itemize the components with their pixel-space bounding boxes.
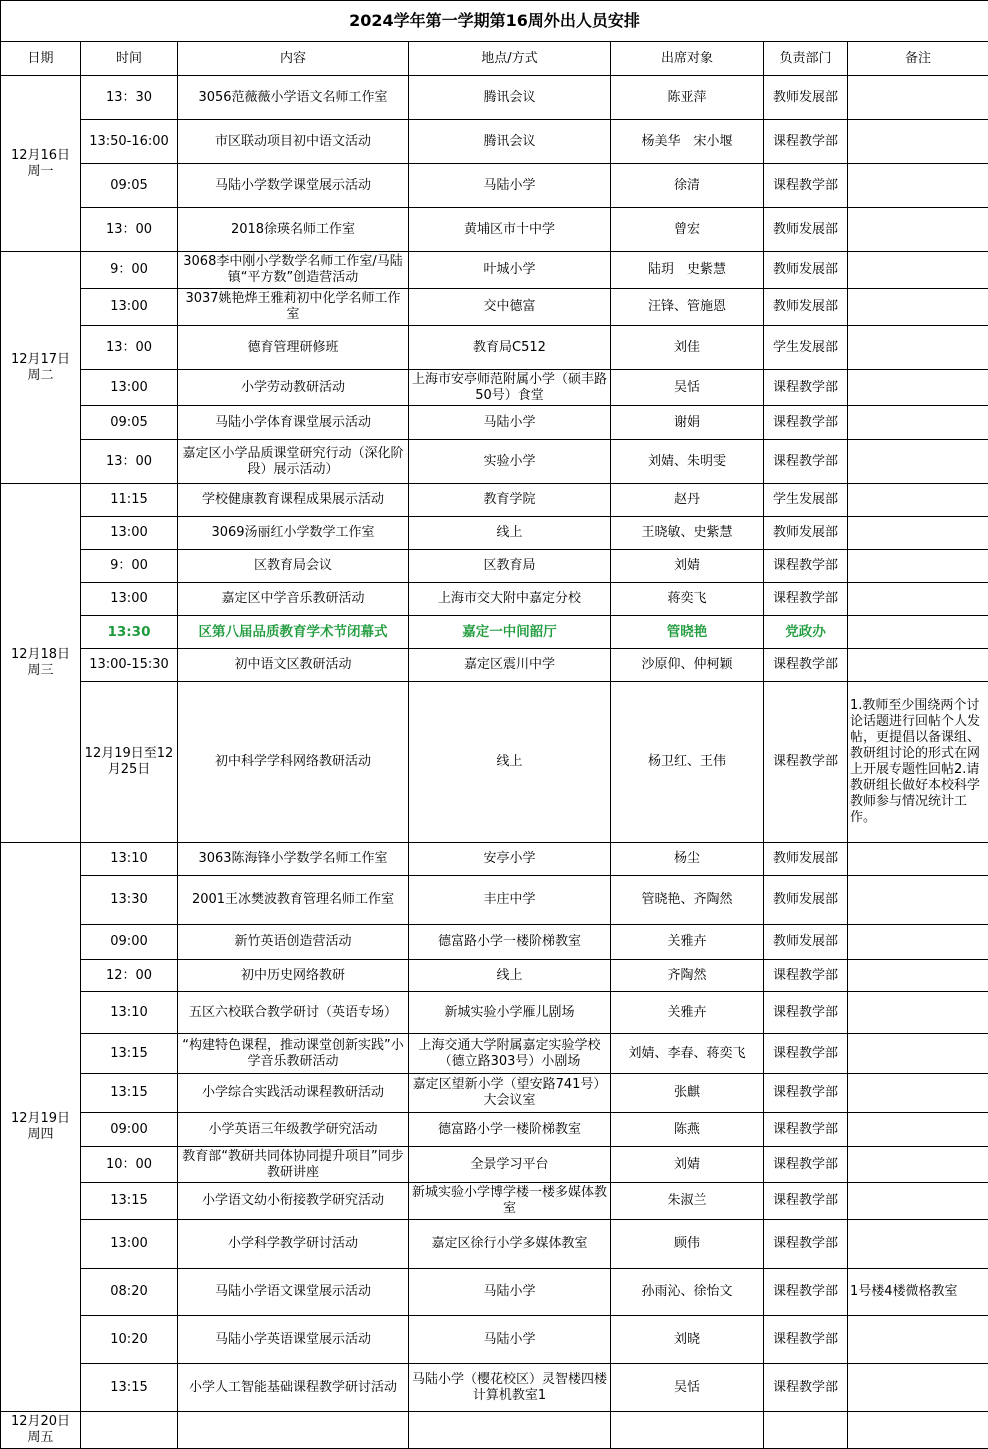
weekday-label: 周三 — [27, 663, 54, 678]
department-cell: 学生发展部 — [764, 326, 848, 370]
department-cell — [764, 1412, 848, 1449]
location-cell: 上海市交大附中嘉定分校 — [409, 583, 611, 616]
column-header: 时间 — [81, 42, 178, 76]
location-cell: 教育学院 — [409, 484, 611, 517]
note-cell — [848, 440, 988, 484]
date-label: 12月19日 — [10, 1111, 71, 1126]
location-cell: 马陆小学 — [409, 164, 611, 208]
table-row — [1, 370, 988, 406]
time-cell: 09:05 — [81, 406, 178, 440]
table-row — [1, 120, 988, 164]
table-row — [1, 1269, 988, 1316]
table-row — [1, 1316, 988, 1364]
table-row — [1, 649, 988, 682]
attendees-cell: 王晓敏、史紫慧 — [611, 517, 764, 550]
department-cell: 课程教学部 — [764, 164, 848, 208]
time-cell: 09:00 — [81, 925, 178, 960]
note-cell — [848, 1220, 988, 1269]
column-header: 日期 — [1, 42, 81, 76]
attendees-cell: 杨尘 — [611, 843, 764, 876]
note-cell — [848, 370, 988, 406]
table-row — [1, 1220, 988, 1269]
table-row — [1, 208, 988, 252]
department-cell: 课程教学部 — [764, 120, 848, 164]
content-cell: 小学人工智能基础课程教学研讨活动 — [178, 1364, 409, 1412]
content-cell: 市区联动项目初中语文活动 — [178, 120, 409, 164]
time-cell: 13:10 — [81, 843, 178, 876]
note-cell — [848, 925, 988, 960]
time-cell: 9：00 — [81, 550, 178, 583]
attendees-cell: 刘婧、李春、蒋奕飞 — [611, 1034, 764, 1074]
content-cell: 教育部“教研共同体协同提升项目”同步教研讲座 — [178, 1147, 409, 1183]
time-cell: 13：00 — [81, 208, 178, 252]
time-cell: 09:05 — [81, 164, 178, 208]
header-row — [1, 42, 988, 76]
department-cell: 课程教学部 — [764, 1364, 848, 1412]
time-cell: 13:00 — [81, 583, 178, 616]
time-cell: 10:20 — [81, 1316, 178, 1364]
date-cell — [1, 1412, 81, 1449]
table-row — [1, 76, 988, 120]
attendees-cell: 关雅卉 — [611, 992, 764, 1034]
content-cell: 3063陈海锋小学数学名师工作室 — [178, 843, 409, 876]
date-label: 12月17日 — [10, 351, 71, 367]
table-row — [1, 682, 988, 843]
attendees-cell: 徐清 — [611, 164, 764, 208]
attendees-cell: 刘婧、朱明雯 — [611, 440, 764, 484]
time-cell: 13:00 — [81, 1220, 178, 1269]
time-cell: 13:00 — [81, 289, 178, 326]
weekday-label: 周四 — [27, 1127, 54, 1142]
page-title: 2024学年第一学期第16周外出人员安排 — [1, 1, 988, 42]
note-cell — [848, 1183, 988, 1220]
attendees-cell: 刘婧 — [611, 550, 764, 583]
time-cell — [81, 1412, 178, 1449]
location-cell: 新城实验小学雁儿剧场 — [409, 992, 611, 1034]
attendees-cell: 赵丹 — [611, 484, 764, 517]
time-cell: 12月19日至12月25日 — [81, 682, 178, 843]
attendees-cell: 齐陶然 — [611, 960, 764, 992]
content-cell: 马陆小学体育课堂展示活动 — [178, 406, 409, 440]
time-cell: 13：00 — [81, 326, 178, 370]
location-cell: 嘉定区徐行小学多媒体教室 — [409, 1220, 611, 1269]
time-cell: 9：00 — [81, 252, 178, 289]
date-cell — [1, 484, 81, 843]
department-cell: 教师发展部 — [764, 843, 848, 876]
note-cell — [848, 843, 988, 876]
content-cell: 小学语文幼小衔接教学研究活动 — [178, 1183, 409, 1220]
content-cell: 2001王冰樊波教育管理名师工作室 — [178, 876, 409, 925]
department-cell: 教师发展部 — [764, 252, 848, 289]
content-cell: 初中科学学科网络教研活动 — [178, 682, 409, 843]
note-cell — [848, 1147, 988, 1183]
location-cell: 马陆小学（樱花校区）灵智楼四楼计算机教室1 — [409, 1364, 611, 1412]
table-row — [1, 406, 988, 440]
column-header: 内容 — [178, 42, 409, 76]
weekday-label: 周二 — [27, 367, 54, 383]
location-cell: 丰庄中学 — [409, 876, 611, 925]
department-cell: 课程教学部 — [764, 960, 848, 992]
department-cell: 课程教学部 — [764, 406, 848, 440]
note-cell — [848, 960, 988, 992]
content-cell: 3056范薇薇小学语文名师工作室 — [178, 76, 409, 120]
location-cell: 上海市安亭师范附属小学（硕丰路50号）食堂 — [409, 370, 611, 406]
time-cell: 13:10 — [81, 992, 178, 1034]
attendees-cell: 汪锋、管施恩 — [611, 289, 764, 326]
table-row — [1, 583, 988, 616]
attendees-cell: 顾伟 — [611, 1220, 764, 1269]
attendees-cell: 吴恬 — [611, 1364, 764, 1412]
time-cell: 13:15 — [81, 1074, 178, 1113]
date-cell — [1, 843, 81, 1412]
content-cell: 区教育局会议 — [178, 550, 409, 583]
location-cell: 线上 — [409, 682, 611, 843]
content-cell: 小学劳动教研活动 — [178, 370, 409, 406]
note-cell — [848, 1316, 988, 1364]
content-cell: 德育管理研修班 — [178, 326, 409, 370]
weekday-label: 周五 — [27, 1430, 54, 1445]
title-row — [1, 1, 988, 42]
time-cell: 13：30 — [81, 76, 178, 120]
department-cell: 教师发展部 — [764, 208, 848, 252]
content-cell: 学校健康教育课程成果展示活动 — [178, 484, 409, 517]
location-cell: 全景学习平台 — [409, 1147, 611, 1183]
content-cell: 嘉定区小学品质课堂研究行动（深化阶段）展示活动） — [178, 440, 409, 484]
location-cell: 安亭小学 — [409, 843, 611, 876]
date-label: 12月20日 — [10, 1414, 71, 1429]
attendees-cell: 吴恬 — [611, 370, 764, 406]
table-row — [1, 1034, 988, 1074]
location-cell: 德富路小学一楼阶梯教室 — [409, 1113, 611, 1147]
content-cell: 马陆小学数学课堂展示活动 — [178, 164, 409, 208]
table-row — [1, 517, 988, 550]
attendees-cell: 谢娟 — [611, 406, 764, 440]
attendees-cell: 陈燕 — [611, 1113, 764, 1147]
table-row — [1, 326, 988, 370]
location-cell: 马陆小学 — [409, 406, 611, 440]
note-cell — [848, 1364, 988, 1412]
time-cell: 11:15 — [81, 484, 178, 517]
date-cell — [1, 252, 81, 484]
department-cell: 课程教学部 — [764, 583, 848, 616]
note-cell — [848, 1412, 988, 1449]
content-cell: 3037姚艳烨王雅莉初中化学名师工作室 — [178, 289, 409, 326]
table-row — [1, 960, 988, 992]
content-cell: 小学综合实践活动课程教研活动 — [178, 1074, 409, 1113]
time-cell: 09:00 — [81, 1113, 178, 1147]
table-row — [1, 1364, 988, 1412]
location-cell: 德富路小学一楼阶梯教室 — [409, 925, 611, 960]
attendees-cell: 刘婧 — [611, 1147, 764, 1183]
location-cell: 黄埔区市十中学 — [409, 208, 611, 252]
note-cell — [848, 208, 988, 252]
department-cell: 学生发展部 — [764, 484, 848, 517]
attendees-cell: 杨卫红、王伟 — [611, 682, 764, 843]
note-cell — [848, 649, 988, 682]
attendees-cell: 管晓艳 — [611, 616, 764, 649]
table-row — [1, 992, 988, 1034]
department-cell: 课程教学部 — [764, 1316, 848, 1364]
department-cell: 教师发展部 — [764, 76, 848, 120]
table-row — [1, 1113, 988, 1147]
time-cell: 13:15 — [81, 1183, 178, 1220]
department-cell: 课程教学部 — [764, 1113, 848, 1147]
time-cell: 13:50-16:00 — [81, 120, 178, 164]
location-cell: 教育局C512 — [409, 326, 611, 370]
location-cell: 叶城小学 — [409, 252, 611, 289]
department-cell: 课程教学部 — [764, 440, 848, 484]
location-cell — [409, 1412, 611, 1449]
attendees-cell: 陆玥 史紫慧 — [611, 252, 764, 289]
location-cell: 区教育局 — [409, 550, 611, 583]
table-row — [1, 440, 988, 484]
note-cell — [848, 550, 988, 583]
note-cell — [848, 120, 988, 164]
location-cell: 线上 — [409, 517, 611, 550]
table-row — [1, 1412, 988, 1449]
department-cell: 课程教学部 — [764, 1074, 848, 1113]
column-header: 备注 — [848, 42, 988, 76]
table-row — [1, 876, 988, 925]
content-cell: 小学科学教学研讨活动 — [178, 1220, 409, 1269]
content-cell: 小学英语三年级教学研究活动 — [178, 1113, 409, 1147]
time-cell: 13:30 — [81, 876, 178, 925]
table-row — [1, 164, 988, 208]
department-cell: 党政办 — [764, 616, 848, 649]
column-header: 地点/方式 — [409, 42, 611, 76]
table-row — [1, 1183, 988, 1220]
table-row — [1, 925, 988, 960]
content-cell: 区第八届品质教育学术节闭幕式 — [178, 616, 409, 649]
department-cell: 课程教学部 — [764, 992, 848, 1034]
attendees-cell — [611, 1412, 764, 1449]
note-cell — [848, 876, 988, 925]
location-cell: 嘉定一中间韶厅 — [409, 616, 611, 649]
location-cell: 新城实验小学博学楼一楼多媒体教室 — [409, 1183, 611, 1220]
note-cell: 1号楼4楼微格教室 — [848, 1269, 988, 1316]
content-cell — [178, 1412, 409, 1449]
note-cell — [848, 289, 988, 326]
content-cell: 新竹英语创造营活动 — [178, 925, 409, 960]
note-cell: 1.教师至少围绕两个讨论话题进行回帖个人发帖，更提倡以备课组、教研组讨论的形式在网上开展专题性回帖2.请教研组长做好本校科学教师参与情况统计工作。 — [848, 682, 988, 843]
department-cell: 教师发展部 — [764, 876, 848, 925]
note-cell — [848, 1074, 988, 1113]
location-cell: 线上 — [409, 960, 611, 992]
note-cell — [848, 406, 988, 440]
attendees-cell: 杨美华 宋小堰 — [611, 120, 764, 164]
time-cell: 13:00-15:30 — [81, 649, 178, 682]
department-cell: 课程教学部 — [764, 1147, 848, 1183]
content-cell: 初中历史网络教研 — [178, 960, 409, 992]
department-cell: 课程教学部 — [764, 1183, 848, 1220]
time-cell: 12：00 — [81, 960, 178, 992]
content-cell: 嘉定区中学音乐教研活动 — [178, 583, 409, 616]
location-cell: 腾讯会议 — [409, 76, 611, 120]
time-cell: 13:00 — [81, 370, 178, 406]
table-row — [1, 484, 988, 517]
note-cell — [848, 76, 988, 120]
time-cell: 13:15 — [81, 1034, 178, 1074]
time-cell: 13:15 — [81, 1364, 178, 1412]
table-row — [1, 1147, 988, 1183]
content-cell: “构建特色课程，推动课堂创新实践”小学音乐教研活动 — [178, 1034, 409, 1074]
time-cell: 08:20 — [81, 1269, 178, 1316]
note-cell — [848, 583, 988, 616]
attendees-cell: 陈亚萍 — [611, 76, 764, 120]
department-cell: 课程教学部 — [764, 1220, 848, 1269]
table-row — [1, 289, 988, 326]
note-cell — [848, 1034, 988, 1074]
time-cell: 13：00 — [81, 440, 178, 484]
note-cell — [848, 1113, 988, 1147]
date-label: 12月18日 — [10, 647, 71, 662]
location-cell: 上海交通大学附属嘉定实验学校（德立路303号）小剧场 — [409, 1034, 611, 1074]
department-cell: 课程教学部 — [764, 682, 848, 843]
attendees-cell: 管晓艳、齐陶然 — [611, 876, 764, 925]
note-cell — [848, 484, 988, 517]
location-cell: 马陆小学 — [409, 1316, 611, 1364]
attendees-cell: 刘佳 — [611, 326, 764, 370]
date-label: 12月16日 — [10, 147, 71, 163]
table-row — [1, 550, 988, 583]
content-cell: 3069汤丽红小学数学工作室 — [178, 517, 409, 550]
department-cell: 课程教学部 — [764, 370, 848, 406]
department-cell: 教师发展部 — [764, 517, 848, 550]
note-cell — [848, 616, 988, 649]
location-cell: 嘉定区望新小学（望安路741号）大会议室 — [409, 1074, 611, 1113]
location-cell: 交中德富 — [409, 289, 611, 326]
column-header: 出席对象 — [611, 42, 764, 76]
content-cell: 初中语文区教研活动 — [178, 649, 409, 682]
time-cell: 10：00 — [81, 1147, 178, 1183]
date-cell — [1, 76, 81, 252]
attendees-cell: 刘晓 — [611, 1316, 764, 1364]
department-cell: 课程教学部 — [764, 1034, 848, 1074]
table-row — [1, 1074, 988, 1113]
attendees-cell: 曾宏 — [611, 208, 764, 252]
location-cell: 腾讯会议 — [409, 120, 611, 164]
department-cell: 教师发展部 — [764, 289, 848, 326]
content-cell: 3068李中刚小学数学名师工作室/马陆镇“平方数”创造营活动 — [178, 252, 409, 289]
department-cell: 课程教学部 — [764, 649, 848, 682]
attendees-cell: 沙原仰、仲柯颖 — [611, 649, 764, 682]
location-cell: 实验小学 — [409, 440, 611, 484]
location-cell: 马陆小学 — [409, 1269, 611, 1316]
attendees-cell: 蒋奕飞 — [611, 583, 764, 616]
time-cell: 13:00 — [81, 517, 178, 550]
attendees-cell: 朱淑兰 — [611, 1183, 764, 1220]
content-cell: 马陆小学英语课堂展示活动 — [178, 1316, 409, 1364]
table-row — [1, 843, 988, 876]
note-cell — [848, 992, 988, 1034]
content-cell: 马陆小学语文课堂展示活动 — [178, 1269, 409, 1316]
weekday-label: 周一 — [27, 163, 54, 179]
column-header: 负责部门 — [764, 42, 848, 76]
note-cell — [848, 252, 988, 289]
department-cell: 课程教学部 — [764, 1269, 848, 1316]
attendees-cell: 孙雨沁、徐怡文 — [611, 1269, 764, 1316]
department-cell: 课程教学部 — [764, 550, 848, 583]
time-cell: 13:30 — [81, 616, 178, 649]
department-cell: 教师发展部 — [764, 925, 848, 960]
attendees-cell: 关雅卉 — [611, 925, 764, 960]
note-cell — [848, 326, 988, 370]
content-cell: 五区六校联合教学研讨（英语专场） — [178, 992, 409, 1034]
attendees-cell: 张麒 — [611, 1074, 764, 1113]
table-row — [1, 616, 988, 649]
note-cell — [848, 517, 988, 550]
content-cell: 2018徐瑛名师工作室 — [178, 208, 409, 252]
note-cell — [848, 164, 988, 208]
table-row — [1, 252, 988, 289]
location-cell: 嘉定区震川中学 — [409, 649, 611, 682]
